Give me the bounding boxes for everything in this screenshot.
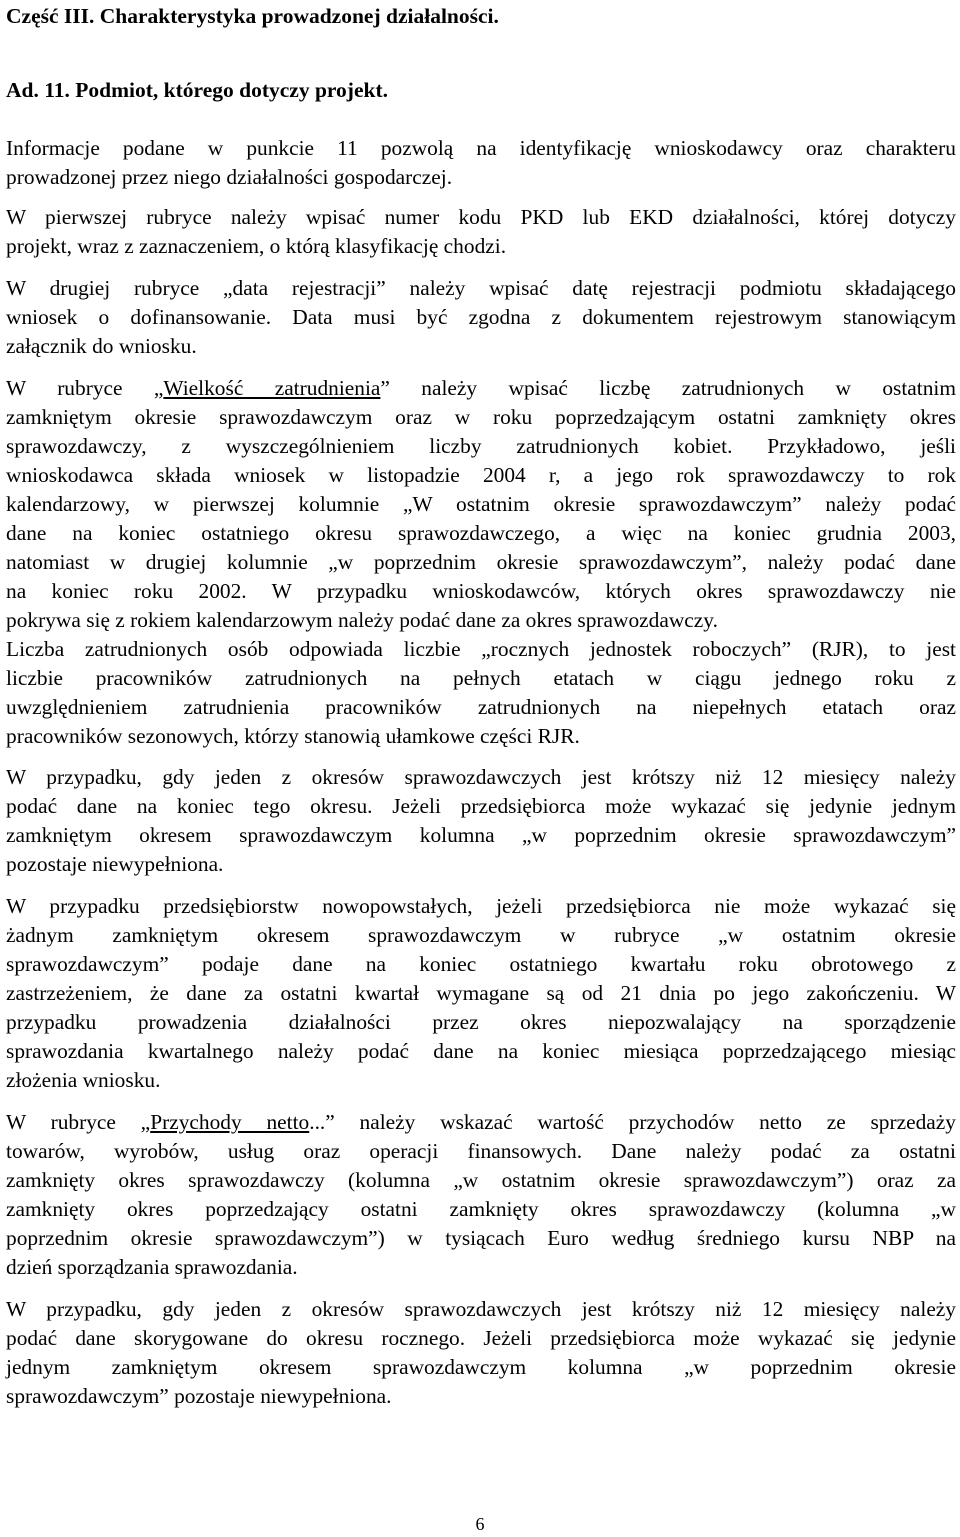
paragraph-line: wnioskodawca składa wniosek w listopadzie 2004 r, a jego rok sprawozdawczy to rok — [6, 463, 956, 487]
paragraph-line: pracowników sezonowych, którzy stanowią ułamkowe części RJR. — [6, 724, 580, 748]
paragraph-line: jednym zamkniętym okresem sprawozdawczym kolumna „w poprzednim okresie — [6, 1355, 956, 1379]
paragraph-line: podać dane na koniec tego okresu. Jeżeli przedsiębiorca może wykazać się jedynie jednym — [6, 794, 956, 818]
paragraph — [6, 635, 956, 751]
paragraph-line: W przypadku, gdy jeden z okresów sprawozdawczych jest krótszy niż 12 miesięcy należy — [6, 765, 956, 789]
paragraph-line: W rubryce „Wielkość zatrudnienia” należy wpisać liczbę zatrudnionych w ostatnim — [6, 376, 956, 400]
paragraph-line: zamknięty okres poprzedzający ostatni zamknięty okres sprawozdawczy (kolumna „w — [6, 1197, 956, 1221]
paragraph-line: kalendarzowy, w pierwszej kolumnie „W ostatnim okresie sprawozdawczym” należy podać — [6, 492, 956, 516]
paragraph-line: W przypadku przedsiębiorstw nowopowstałych, jeżeli przedsiębiorca nie może wykazać się — [6, 894, 956, 918]
paragraph-line: przypadku prowadzenia działalności przez okres niepozwalający na sporządzenie — [6, 1010, 956, 1034]
paragraph-line: Liczba zatrudnionych osób odpowiada liczbie „rocznych jednostek roboczych” (RJR), to jest — [6, 637, 956, 661]
underlined-field-name: Wielkość zatrudnienia — [163, 376, 381, 400]
paragraph-line: na koniec roku 2002. W przypadku wnioskodawców, których okres sprawozdawczy nie — [6, 579, 956, 603]
paragraph — [6, 134, 956, 192]
paragraph-line: załącznik do wniosku. — [6, 334, 197, 358]
paragraph-line: podać dane skorygowane do okresu rocznego. Jeżeli przedsiębiorca może wykazać się jedynie — [6, 1326, 956, 1350]
section-title: Ad. 11. Podmiot, którego dotyczy projekt. — [6, 78, 389, 102]
paragraph — [6, 1295, 956, 1411]
paragraph-line: poprzednim okresie sprawozdawczym”) w tysiącach Euro według średniego kursu NBP na — [6, 1226, 956, 1250]
paragraph-line: zamkniętym okresie sprawozdawczym oraz w roku poprzedzającym ostatni zamknięty okres — [6, 405, 956, 429]
paragraph-line: dzień sporządzania sprawozdania. — [6, 1255, 298, 1279]
paragraph-line: wniosek o dofinansowanie. Data musi być zgodna z dokumentem rejestrowym stanowiącym — [6, 305, 956, 329]
paragraph-line: pokrywa się z rokiem kalendarzowym należy podać dane za okres sprawozdawczy. — [6, 608, 718, 632]
paragraph — [6, 203, 956, 261]
paragraph-line: sprawozdania kwartalnego należy podać dane na koniec miesiąca poprzedzającego miesiąc — [6, 1039, 956, 1063]
paragraph-line: Informacje podane w punkcie 11 pozwolą na identyfikację wnioskodawcy oraz charakteru — [6, 136, 956, 160]
paragraph — [6, 892, 956, 1095]
paragraph-line: W drugiej rubryce „data rejestracji” należy wpisać datę rejestracji podmiotu składającego — [6, 276, 956, 300]
paragraph-line: złożenia wniosku. — [6, 1068, 161, 1092]
paragraph-line: W przypadku, gdy jeden z okresów sprawozdawczych jest krótszy niż 12 miesięcy należy — [6, 1297, 956, 1321]
part-title: Część III. Charakterystyka prowadzonej działalności. — [6, 4, 499, 28]
paragraph-line: sprawozdawczy, z wyszczególnieniem liczby zatrudnionych kobiet. Przykładowo, jeśli — [6, 434, 956, 458]
paragraph-line: zamkniętym okresem sprawozdawczym kolumna „w poprzednim okresie sprawozdawczym” — [6, 823, 956, 847]
paragraph — [6, 1108, 956, 1282]
paragraph-line: prowadzonej przez niego działalności gospodarczej. — [6, 165, 453, 189]
paragraph-line: dane na koniec ostatniego okresu sprawozdawczego, a więc na koniec grudnia 2003, — [6, 521, 956, 545]
paragraph-line: W pierwszej rubryce należy wpisać numer kodu PKD lub EKD działalności, której dotyczy — [6, 205, 956, 229]
paragraph-line: sprawozdawczym” pozostaje niewypełniona. — [6, 1384, 392, 1408]
paragraph-line: pozostaje niewypełniona. — [6, 852, 224, 876]
paragraph-line: W rubryce „Przychody netto...” należy wskazać wartość przychodów netto ze sprzedaży — [6, 1110, 956, 1134]
paragraph-line: natomiast w drugiej kolumnie „w poprzednim okresie sprawozdawczym”, należy podać dane — [6, 550, 956, 574]
paragraph-line: projekt, wraz z zaznaczeniem, o którą klasyfikację chodzi. — [6, 234, 507, 258]
paragraph — [6, 374, 956, 635]
paragraph-line: zastrzeżeniem, że dane za ostatni kwartał wymagane są od 21 dnia po jego zakończeniu. W — [6, 981, 956, 1005]
paragraph-line: żadnym zamkniętym okresem sprawozdawczym w rubryce „w ostatnim okresie — [6, 923, 956, 947]
page-number: 6 — [475, 1514, 485, 1534]
paragraph — [6, 763, 956, 879]
paragraph-line: towarów, wyrobów, usług oraz operacji finansowych. Dane należy podać za ostatni — [6, 1139, 956, 1163]
paragraph-line: sprawozdawczym” podaje dane na koniec ostatniego kwartału roku obrotowego z — [6, 952, 956, 976]
paragraph-line: uwzględnieniem zatrudnienia pracowników zatrudnionych na niepełnych etatach oraz — [6, 695, 956, 719]
paragraph — [6, 274, 956, 361]
underlined-field-name: Przychody netto — [150, 1110, 310, 1134]
paragraph-line: liczbie pracowników zatrudnionych na pełnych etatach w ciągu jednego roku z — [6, 666, 956, 690]
paragraph-line: zamknięty okres sprawozdawczy (kolumna „w ostatnim okresie sprawozdawczym”) oraz za — [6, 1168, 956, 1192]
